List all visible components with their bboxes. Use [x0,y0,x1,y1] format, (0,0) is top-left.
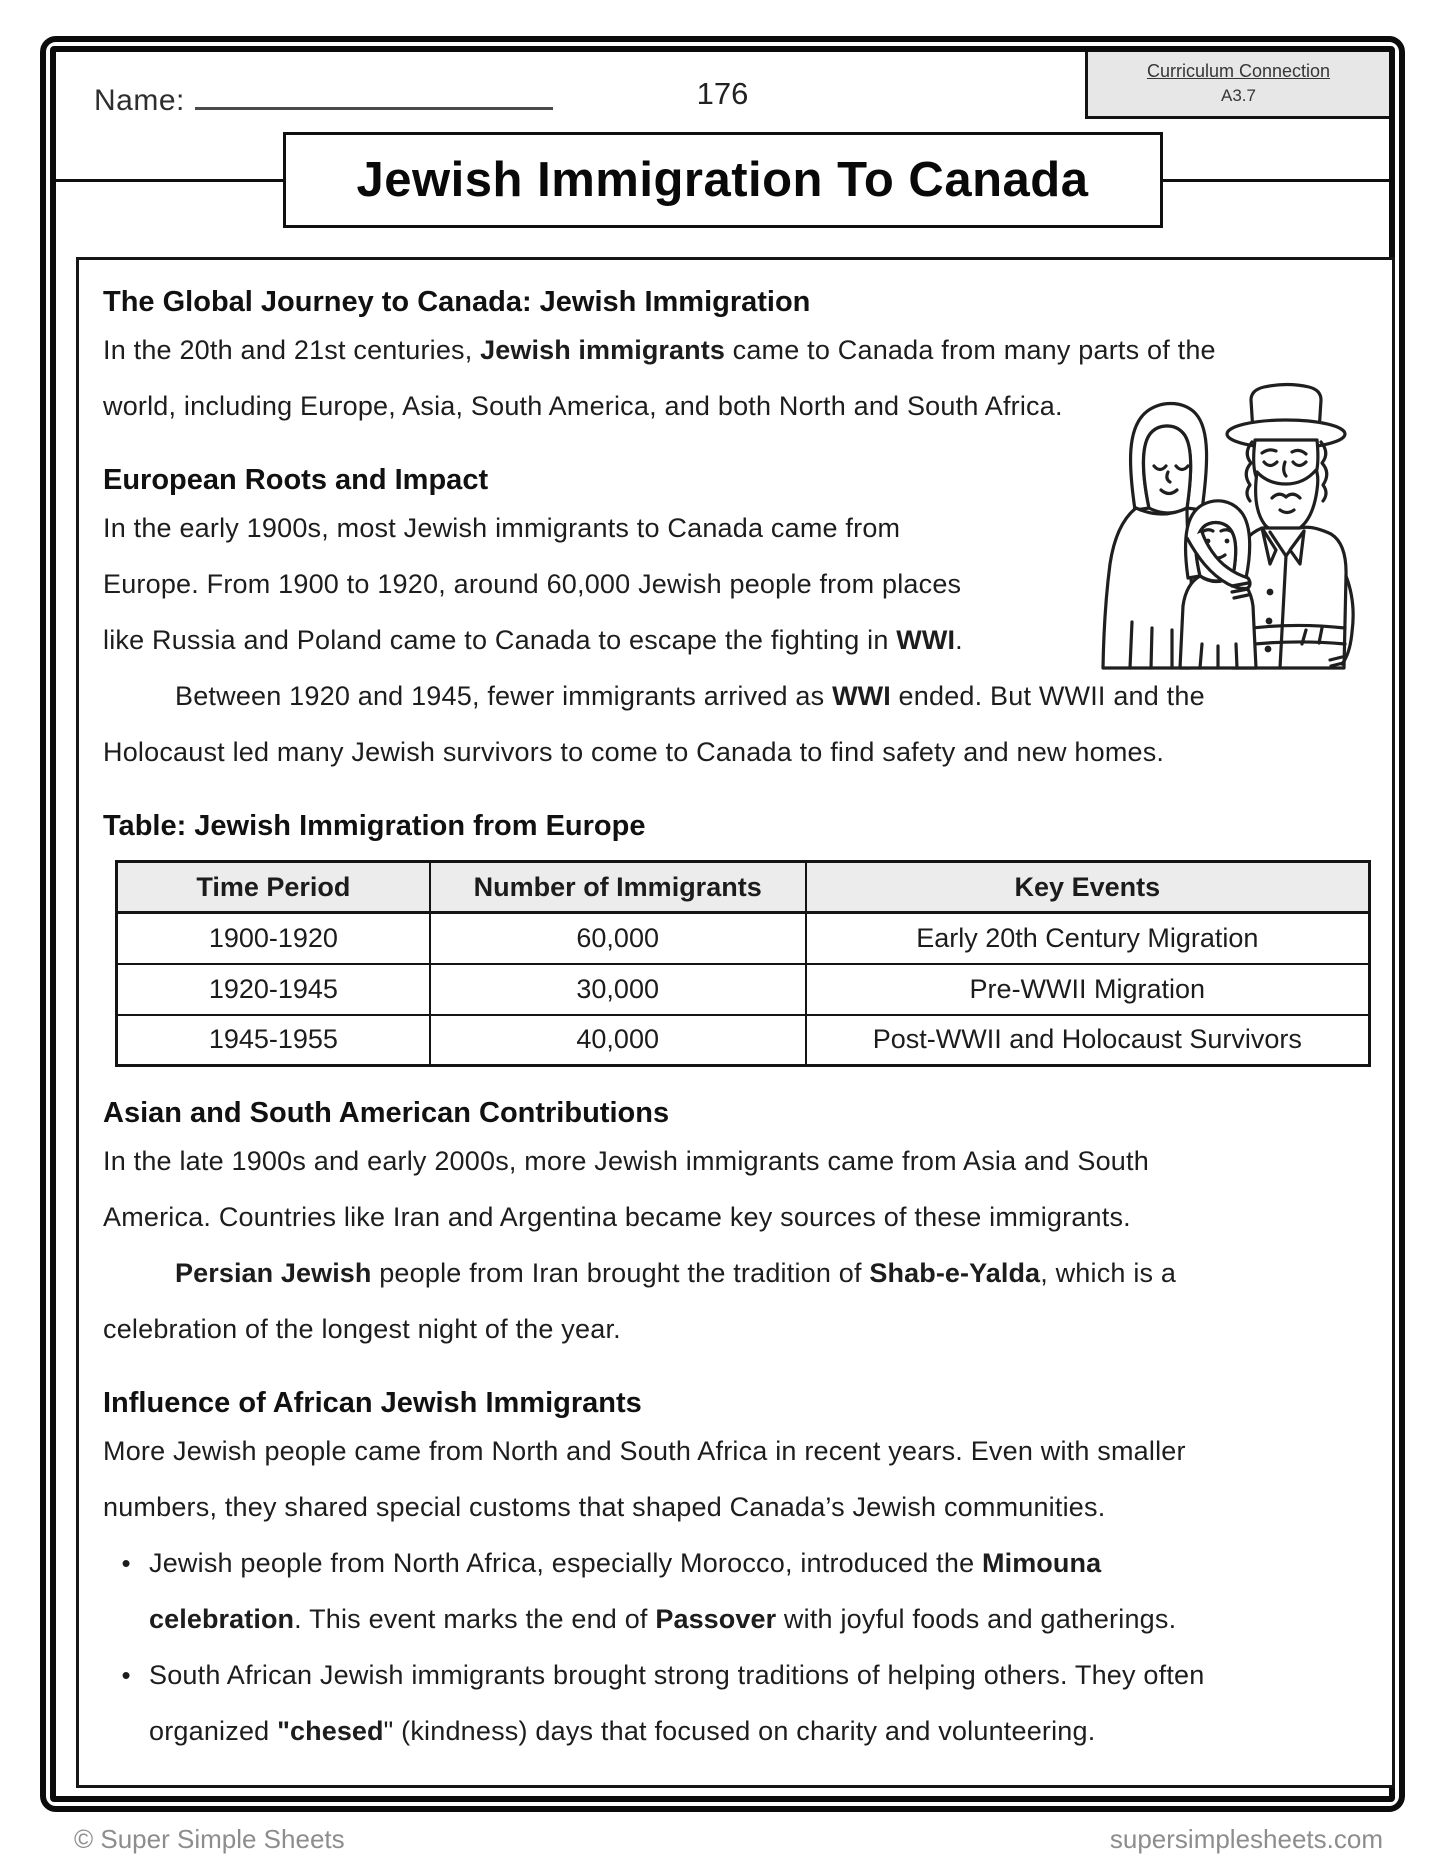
curriculum-connection-code: A3.7 [1221,86,1256,105]
table-header-cell: Time Period [117,862,430,913]
table-cell: Early 20th Century Migration [806,913,1370,964]
table-cell: 1920-1945 [117,964,430,1015]
table-row [117,1015,1370,1066]
paragraph-african: More Jewish people came from North and South Africa in recent years. Even with smaller numbers, they shared special customs that shaped Canada’s Jewish communities. [103,1436,1186,1522]
name-label: Name: [94,84,185,117]
page-inner-frame [50,46,1395,1802]
footer-copyright: © Super Simple Sheets [74,1824,345,1854]
page-outer-frame [40,36,1405,1812]
curriculum-connection-title: Curriculum Connection [1146,61,1331,81]
section-heading-african: Influence of African Jewish Immigrants [103,1387,642,1419]
page-number: 176 [696,76,749,111]
footer-website[interactable]: supersimplesheets.com [1109,1824,1383,1854]
list-item [103,1647,1368,1759]
list-item-text: Jewish people from North Africa, especially Morocco, introduced the Mimouna celebration. This event marks the end of Passover with joyful foods and gatherings. [149,1548,1177,1634]
table-cell: Post-WWII and Holocaust Survivors [806,1015,1370,1066]
section-heading-global: The Global Journey to Canada: Jewish Immigration [103,286,811,318]
table-header-cell: Key Events [806,862,1370,913]
table-cell: 60,000 [430,913,806,964]
jewish-family-illustration [1090,378,1356,670]
paragraph-european: In the early 1900s, most Jewish immigrants to Canada came from Europe. From 1900 to 1920, around 60,000 Jewish people from places like Russia and Poland came to Canada to escape the fighting in WWI. Between 1920 and 1945, fewer immigrants arrived as WWI ended. But WWII and the Holocaust led many Jewish survivors to come to Canada to find safety and new homes. [103,513,1205,767]
table-header-cell: Number of Immigrants [430,862,806,913]
worksheet-title-box [283,132,1163,228]
curriculum-connection-box [1085,52,1389,119]
table-cell: Pre-WWII Migration [806,964,1370,1015]
table-cell: 1900-1920 [117,913,430,964]
section-heading-asian: Asian and South American Contributions [103,1097,670,1129]
immigration-table [115,860,1371,1067]
section-heading-table: Table: Jewish Immigration from Europe [103,810,646,842]
bullet-icon: • [121,1548,131,1578]
table-cell: 40,000 [430,1015,806,1066]
table-cell: 1945-1955 [117,1015,430,1066]
table-cell: 30,000 [430,964,806,1015]
paragraph-asian-2: Persian Jewish people from Iran brought the tradition of Shab-e-Yalda, which is a celebration of the longest night of the year. [103,1258,1177,1344]
paragraph-global: In the 20th and 21st centuries, Jewish immigrants came to Canada from many parts of the world, including Europe, Asia, South America, and both North and South Africa. [103,335,1216,421]
page-title: Jewish Immigration To Canada [356,153,1089,207]
list-item-text: South African Jewish immigrants brought strong traditions of helping others. They often organized "chesed" (kindness) days that focused on charity and volunteering. [149,1660,1205,1746]
section-heading-european: European Roots and Impact [103,464,489,496]
list-item [103,1535,1368,1647]
content-box [76,257,1395,1788]
paragraph-asian-1: In the late 1900s and early 2000s, more Jewish immigrants came from Asia and South America. Countries like Iran and Argentina became key sources of these immigrants. [103,1146,1149,1232]
african-bullet-list [103,1535,1368,1759]
bullet-icon: • [121,1660,131,1690]
table-row [117,964,1370,1015]
table-row [117,913,1370,964]
table-header-row [117,862,1370,913]
